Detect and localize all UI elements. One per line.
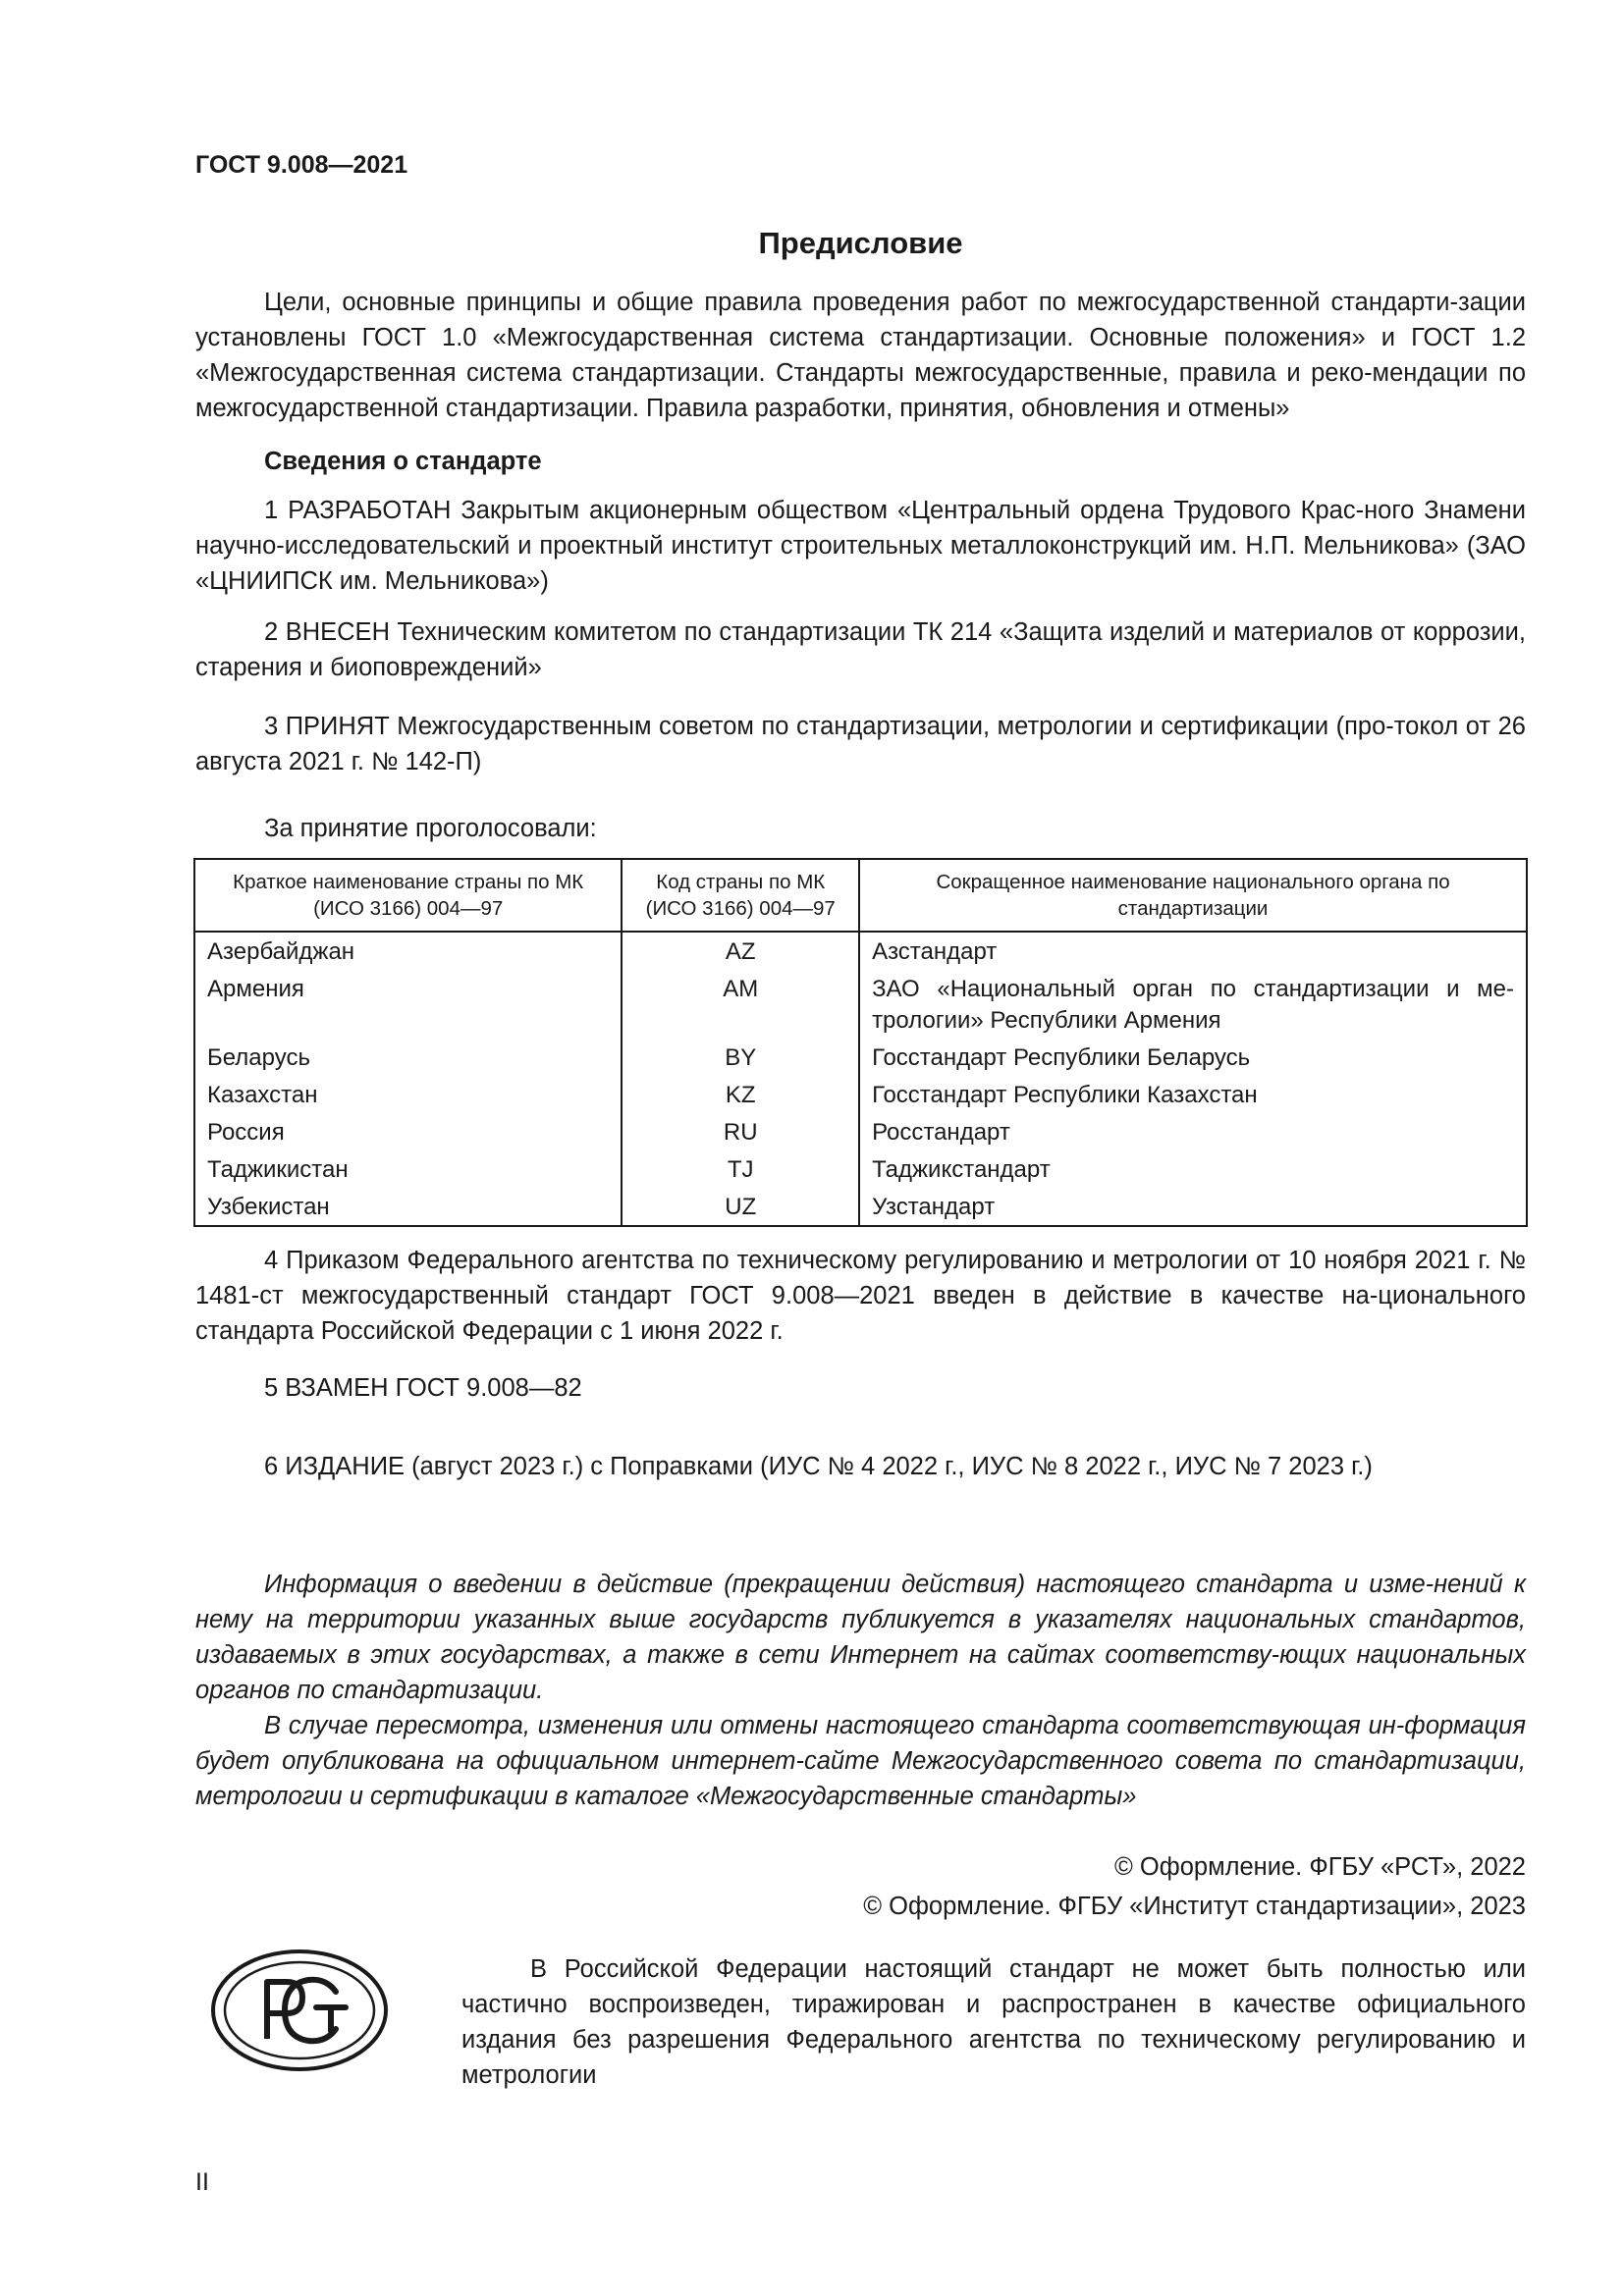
page-number: II	[195, 2168, 209, 2196]
votes-label-block	[195, 811, 1526, 846]
code-cell: RU	[622, 1113, 859, 1150]
column-header-country: Краткое наименование страны по МК (ИСО 3166) 004—97	[194, 859, 622, 932]
body-cell: Росстандарт	[859, 1113, 1527, 1150]
country-cell: Азербайджан	[194, 932, 622, 970]
table-row	[194, 1188, 1527, 1226]
country-cell: Россия	[194, 1113, 622, 1150]
page-title: Предисловие	[758, 226, 963, 260]
body-cell: ЗАО «Национальный орган по стандартизации и ме-трологии» Республики Армения	[859, 970, 1527, 1039]
column-header-code: Код страны по МК (ИСО 3166) 004—97	[622, 859, 859, 932]
item-6-paragraph: 6 ИЗДАНИЕ (август 2023 г.) с Поправками (ИУС № 4 2022 г., ИУС № 8 2022 г., ИУС № 7 2023 г.)	[264, 1453, 1373, 1480]
item-1-block	[195, 493, 1526, 599]
code-cell: BY	[622, 1039, 859, 1076]
item-4-block	[195, 1243, 1526, 1349]
info-heading: Сведения о стандарте	[264, 448, 542, 475]
item-3-paragraph: 3 ПРИНЯТ Межгосударственным советом по стандартизации, метрологии и сертификации (про-токол от 26 августа 2021 г. № 142-П)	[195, 713, 1526, 775]
votes-table	[193, 858, 1528, 1227]
body-cell: Азстандарт	[859, 932, 1527, 970]
table-row	[194, 1150, 1527, 1188]
column-header-body: Сокращенное наименование национального органа по стандартизации	[859, 859, 1527, 932]
item-3-block	[195, 709, 1526, 779]
table-row	[194, 1039, 1527, 1076]
item-5-block	[195, 1370, 1526, 1406]
item-2-paragraph: 2 ВНЕСЕН Техническим комитетом по стандартизации ТК 214 «Защита изделий и материалов от коррозии, старения и биоповреждений»	[195, 618, 1526, 681]
item-4-paragraph: 4 Приказом Федерального агентства по техническому регулированию и метрологии от 10 ноября 2021 г. № 1481-ст межгосударственный стандарт ГОСТ 9.008—2021 введен в действие в качестве на-ционального стандарта Российской Федерации с 1 июня 2022 г.	[195, 1247, 1526, 1345]
code-cell: AM	[622, 970, 859, 1039]
table-row	[194, 932, 1527, 970]
code-cell: AZ	[622, 932, 859, 970]
item-1-paragraph: 1 РАЗРАБОТАН Закрытым акционерным обществом «Центральный ордена Трудового Крас-ного Знамени научно-исследовательский и проектный институт строительных металлоконструкций им. Н.П. Мельникова» (ЗАО «ЦНИИПСК им. Мельникова»)	[195, 497, 1526, 595]
note-publication-info: Информация о введении в действие (прекращении действия) настоящего стандарта и изме-нений к нему на территории указанных выше государств публикуется в указателях национальных стандартов, издаваемых в этих государствах, а также в сети Интернет на сайтах соответству-ющих национальных органов по стандартизации.	[195, 1571, 1526, 1704]
italic-notes	[195, 1567, 1526, 1814]
votes-table-header-row	[194, 859, 1527, 932]
body-cell: Госстандарт Республики Беларусь	[859, 1039, 1527, 1076]
country-cell: Таджикистан	[194, 1150, 622, 1188]
code-cell: UZ	[622, 1188, 859, 1226]
copyright-block	[863, 1847, 1526, 1926]
table-row	[194, 970, 1527, 1039]
reproduction-notice-text: В Российской Федерации настоящий стандарт не может быть полностью или частично воспроизведен, тиражирован и распространен в качестве официального издания без разрешения Федерального агентства по техническому регулированию и метрологии	[461, 1955, 1526, 2089]
copyright-line-2: © Оформление. ФГБУ «Институт стандартизации», 2023	[863, 1893, 1526, 1920]
country-cell: Армения	[194, 970, 622, 1039]
code-cell: TJ	[622, 1150, 859, 1188]
table-row	[194, 1113, 1527, 1150]
body-cell: Таджикстандарт	[859, 1150, 1527, 1188]
body-cell: Узстандарт	[859, 1188, 1527, 1226]
rst-logo-icon	[210, 1949, 389, 2072]
item-2-block	[195, 614, 1526, 685]
code-cell: KZ	[622, 1076, 859, 1113]
item-5-paragraph: 5 ВЗАМЕН ГОСТ 9.008—82	[264, 1374, 582, 1402]
country-cell: Узбекистан	[194, 1188, 622, 1226]
votes-label: За принятие проголосовали:	[264, 815, 597, 842]
document-code: ГОСТ 9.008—2021	[195, 151, 408, 179]
body-cell: Госстандарт Республики Казахстан	[859, 1076, 1527, 1113]
info-heading-block	[195, 444, 1526, 479]
table-row	[194, 1076, 1527, 1113]
reproduction-notice	[461, 1951, 1526, 2093]
note-revision-info: В случае пересмотра, изменения или отмены настоящего стандарта соответствующая ин-формация будет опубликована на официальном интернет-сайте Межгосударственного совета по стандартизации, метрологии и сертификации в каталоге «Межгосударственные стандарты»	[195, 1712, 1526, 1810]
country-cell: Казахстан	[194, 1076, 622, 1113]
intro-paragraph: Цели, основные принципы и общие правила проведения работ по межгосударственной стандарти-зации установлены ГОСТ 1.0 «Межгосударственная система стандартизации. Основные положения» и ГОСТ 1.2 «Межгосударственная система стандартизации. Стандарты межгосударственные, правила и реко-мендации по межгосударственной стандартизации. Правила разработки, принятия, обновления и отмены»	[195, 289, 1526, 422]
intro-section	[195, 285, 1526, 426]
item-6-block	[195, 1449, 1526, 1484]
country-cell: Беларусь	[194, 1039, 622, 1076]
copyright-line-1: © Оформление. ФГБУ «РСТ», 2022	[1114, 1853, 1526, 1881]
